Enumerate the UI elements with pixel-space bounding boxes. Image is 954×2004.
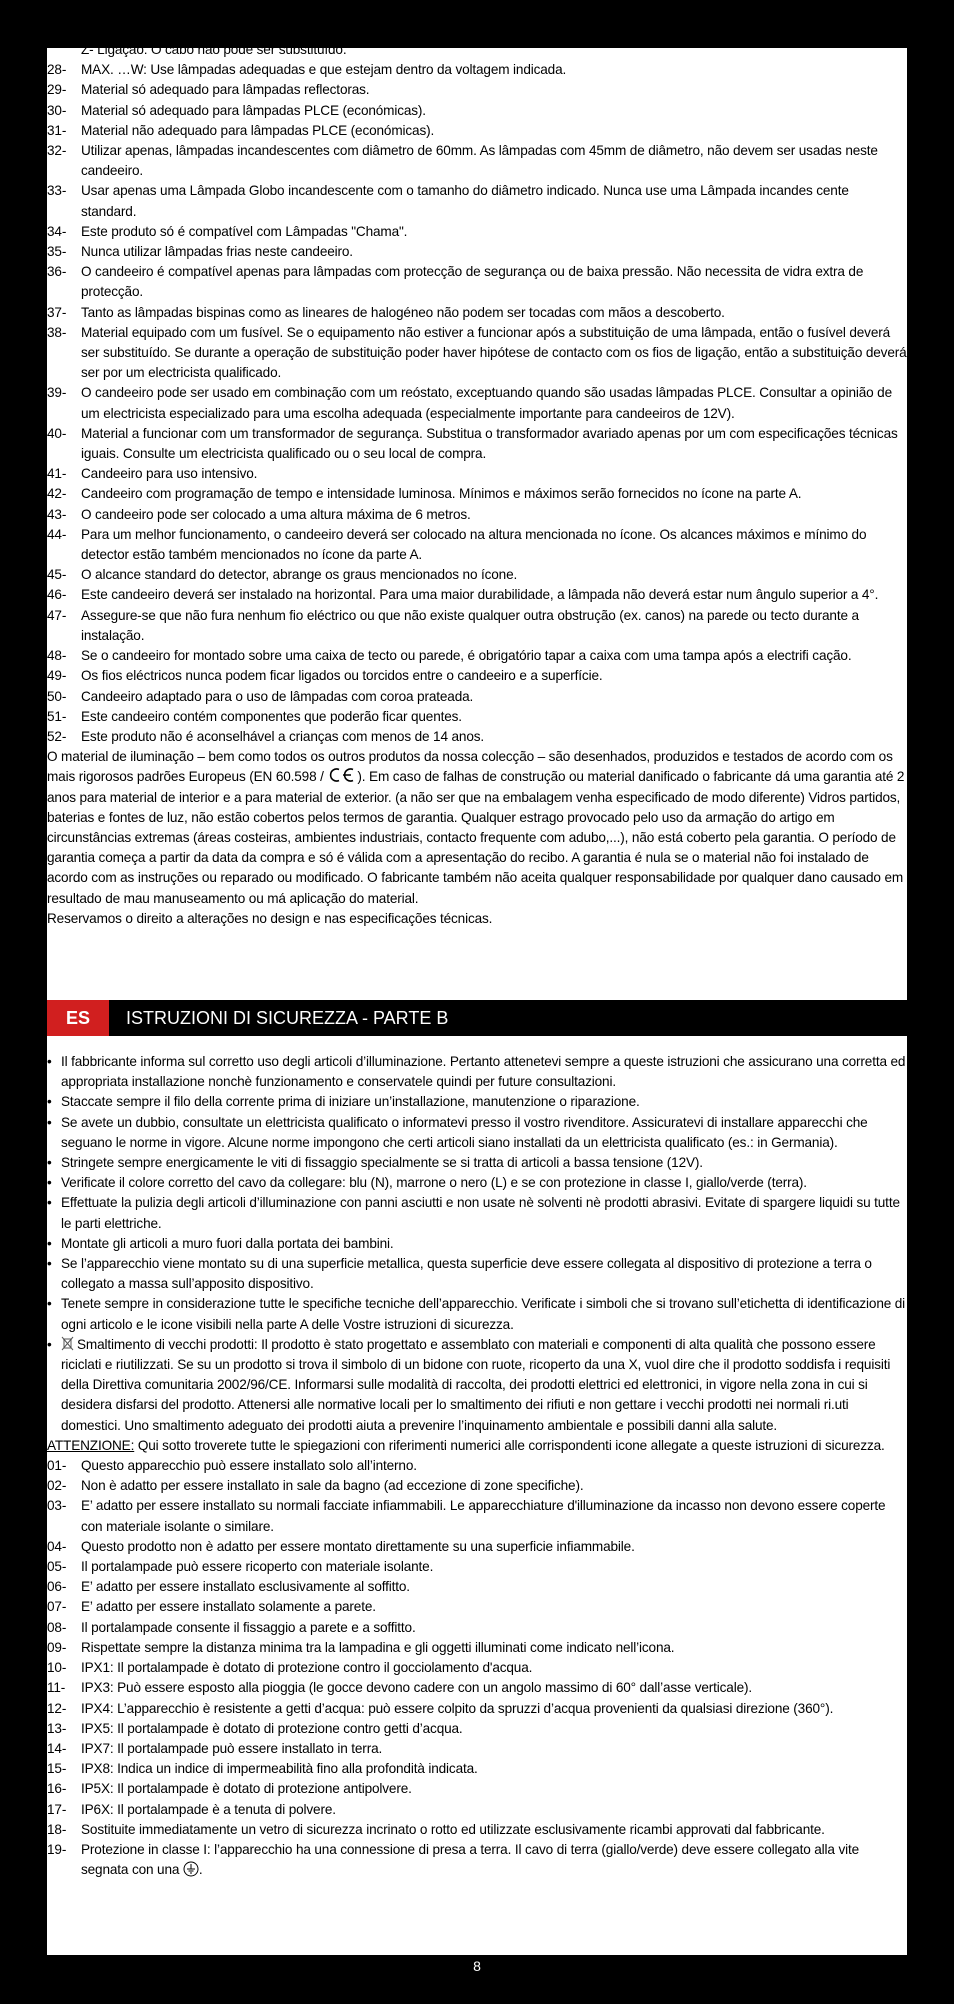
item-number: 01-	[47, 1458, 67, 1474]
bullet-text: Stringete sempre energicamente le viti di fissaggio specialmente se si tratta di articoli a bassa tensione (12V).	[61, 1155, 703, 1171]
item-text: Candeeiro adaptado para o uso de lâmpadas com coroa prateada.	[81, 688, 474, 704]
bullet-text: Se l’apparecchio viene montato su di una superficie metallica, questa superficie deve essere collegata al dispositivo di protezione a terra o collegato a massa sull’apposito dispositivo.	[61, 1256, 872, 1292]
list-item	[47, 646, 907, 666]
item-text: IP5X: Il portalampade è dotato di protezione antipolvere.	[81, 1781, 412, 1797]
item-text: Tanto as lâmpadas bispinas como as lineares de halogéneo não podem ser tocadas com mãos a descoberto.	[81, 304, 725, 320]
page-number: 8	[473, 1958, 481, 1974]
item-number: 51-	[47, 708, 67, 724]
bullet-dot: •	[47, 1336, 52, 1352]
list-item	[47, 323, 907, 384]
list-item	[47, 1537, 907, 1557]
bullet-text: Verificate il colore corretto del cavo da collegare: blu (N), marrone o nero (L) e se con protezione in classe I, giallo/verde (terra).	[61, 1175, 807, 1191]
item-number: 11-	[47, 1680, 66, 1696]
list-item	[47, 1840, 907, 1883]
item-text: Il portalampade consente il fissaggio a parete e a soffitto.	[81, 1619, 416, 1635]
item-text: Sostituite immediatamente un vetro di sicurezza incrinato o rotto ed utilizzate esclusivamente ricambi approvati dal fabbricante.	[81, 1821, 825, 1837]
item-text: Material só adequado para lâmpadas PLCE (económicas).	[81, 102, 426, 118]
item-number: 05-	[47, 1559, 67, 1575]
bullet-item	[47, 1113, 907, 1153]
item-text: Questo prodotto non è adatto per essere montato direttamente su una superficie infiammabile.	[81, 1538, 635, 1554]
item-number: 50-	[47, 688, 67, 704]
it-section	[47, 1052, 907, 1883]
bullet-dot: •	[47, 1054, 52, 1069]
item-text: Rispettate sempre la distanza minima tra la lampadina e gli oggetti illuminati come indicato nell’icona.	[81, 1639, 675, 1655]
item-number: 14-	[47, 1740, 67, 1756]
list-item	[47, 101, 907, 121]
it-bullet-list	[47, 1052, 907, 1335]
item-number: 07-	[47, 1599, 67, 1615]
bullet-item	[47, 1153, 907, 1173]
item-text: Material só adequado para lâmpadas reflectoras.	[81, 82, 370, 98]
item-text: E’ adatto per essere installato esclusivamente al soffitto.	[81, 1579, 410, 1595]
item-text: Assegure-se que não fura nenhum fio eléctrico ou que não existe qualquer outra obstrução (ex. canos) na parede ou tecto durante a instalação.	[81, 607, 859, 643]
bullet-dot: •	[47, 1175, 52, 1191]
attention-text: Qui sotto troverete tutte le spiegazioni con riferimenti numerici alle corrispondenti icone allegate a queste istruzioni di sicurezza.	[134, 1437, 885, 1453]
list-item	[47, 1658, 907, 1678]
bullet-item	[47, 1193, 907, 1233]
item-text: Protezione in classe I: l’apparecchio ha una connessione di presa a terra. Il cavo di terra (giallo/verde) deve essere collegato alla vite segnata con una	[81, 1841, 859, 1878]
item-number: 15-	[47, 1761, 67, 1777]
item-number: 31-	[47, 122, 67, 138]
warranty-text-start: O material de iluminação – bem como todos os outros produtos da nossa colecção – são desenhados, produzidos e testados de acordo com os mais rigorosos padrões Europeus (EN 60.598 /	[47, 749, 893, 785]
list-item	[47, 1618, 907, 1638]
item-text: IPX3: Può essere esposto alla pioggia (le gocce devono cadere con un angolo massimo di 60° dall’asse verticale).	[81, 1680, 752, 1696]
list-item	[47, 383, 907, 423]
item-text: Se o candeeiro for montado sobre uma caixa de tecto ou parede, é obrigatório tapar a caixa com uma tampa após a electrifi cação.	[81, 648, 852, 664]
item-number: 47-	[47, 607, 67, 623]
bullet-item	[47, 1234, 907, 1254]
pt-section	[47, 40, 907, 929]
list-item	[47, 303, 907, 323]
item-number: 09-	[47, 1639, 67, 1655]
list-item	[47, 181, 907, 221]
item-number: 49-	[47, 668, 67, 684]
list-item	[47, 666, 907, 686]
section-title: ISTRUZIONI DI SICUREZZA - PARTE B	[126, 1008, 449, 1028]
item-text-end: .	[198, 1862, 203, 1878]
item-text: Utilizar apenas, lâmpadas incandescentes com diâmetro de 60mm. As lâmpadas com 45mm de diâmetro, não devem ser usadas neste candeeiro.	[81, 143, 878, 179]
bullet-dot: •	[47, 1256, 52, 1272]
list-item	[47, 525, 907, 565]
bullet-text: Se avete un dubbio, consultate un elettricista qualificato o informatevi presso il vostro rivenditore. Assicuratevi di installare apparecchi che seguano le norme in vigore. Alcune norme impongono che certi articoli siano installati da un elettricista qualificato (es.: in Germania).	[61, 1114, 868, 1150]
ce-mark-icon	[327, 767, 357, 783]
language-badge: ES	[47, 1000, 109, 1036]
item-text: O alcance standard do detector, abrange os graus mencionados no ícone.	[81, 567, 518, 583]
item-text: Il portalampade può essere ricoperto con materiale isolante.	[81, 1559, 434, 1575]
list-item	[47, 222, 907, 242]
item-number: 29-	[47, 82, 67, 98]
item-text: Candeeiro com programação de tempo e intensidade luminosa. Mínimos e máximos serão fornecidos no ícone na parte A.	[81, 486, 802, 502]
item-number: 46-	[47, 587, 67, 603]
bullet-item	[47, 1294, 907, 1334]
item-number: 10-	[47, 1660, 67, 1676]
list-item	[47, 464, 907, 484]
attention-paragraph	[47, 1436, 907, 1456]
list-item	[47, 585, 907, 605]
crossed-bin-icon	[61, 1336, 74, 1351]
item-number: 35-	[47, 244, 67, 260]
item-number: 42-	[47, 486, 67, 502]
list-item	[47, 60, 907, 80]
bullet-dot: •	[47, 1155, 52, 1171]
item-number: 40-	[47, 425, 67, 441]
item-text: Usar apenas uma Lâmpada Globo incandescente com o tamanho do diâmetro indicado. Nunca use uma Lâmpada incandes cente standard.	[81, 183, 849, 219]
bullet-dot: •	[47, 1195, 52, 1211]
item-text: IPX4: L’apparecchio è resistente a getti d’acqua: può essere colpito da spruzzi d’acqua provenienti da qualsiasi direzione (360°).	[81, 1700, 834, 1716]
item-text: Para um melhor funcionamento, o candeeiro deverá ser colocado na altura mencionada no ícone. Os alcances máximos e mínimo do detector estão também mencionados no ícone da parte A.	[81, 526, 867, 563]
list-item	[47, 1496, 907, 1536]
list-item	[47, 1779, 907, 1799]
item-text: IPX8: Indica un indice di impermeabilità fino alla profondità indicata.	[81, 1761, 478, 1777]
item-number	[47, 40, 81, 60]
list-item	[47, 1699, 907, 1719]
list-item	[47, 727, 907, 747]
list-item	[47, 1638, 907, 1658]
item-number: 39-	[47, 385, 67, 401]
item-text: Este candeeiro deverá ser instalado na horizontal. Para uma maior durabilidade, a lâmpada não deverá estar num ângulo superior a 4°.	[81, 587, 879, 603]
item-number: 44-	[47, 526, 67, 542]
bullet-text: Tenete sempre in considerazione tutte le specifiche tecniche dell’apparecchio. Verificate i simboli che si trovano sull’etichetta di identificazione di ogni articolo e le icone visibili nella parte A delle Vostre istruzioni di sicurezza.	[61, 1296, 906, 1332]
bullet-item	[47, 1173, 907, 1193]
item-number: 30-	[47, 102, 67, 118]
item-number: 04-	[47, 1538, 67, 1554]
item-number: 13-	[47, 1720, 67, 1736]
attention-label: ATTENZIONE:	[47, 1437, 135, 1453]
list-item	[47, 1739, 907, 1759]
item-text: Non è adatto per essere installato in sale da bagno (ad eccezione di zone specifiche).	[81, 1478, 584, 1494]
section-banner	[47, 1000, 907, 1036]
item-number: 38-	[47, 324, 67, 340]
item-text: Este candeeiro contém componentes que poderão ficar quentes.	[81, 708, 462, 724]
item-text: Candeeiro para uso intensivo.	[81, 466, 258, 482]
item-text: IPX7: Il portalampade può essere installato in terra.	[81, 1740, 383, 1756]
item-text: Material não adequado para lâmpadas PLCE (económicas).	[81, 122, 435, 138]
list-item	[47, 1820, 907, 1840]
bullet-dot: •	[47, 1114, 52, 1130]
list-item	[47, 1800, 907, 1820]
item-text: Material equipado com um fusível. Se o equipamento não estiver a funcionar após a substituição de uma lâmpada, então o fusível deverá ser substituído. Se durante a operação de substituição poder haver hipótese de contacto com os fios de ligação, então a substituição deverá ser por um electricista qualificado.	[81, 324, 907, 381]
item-number: 28-	[47, 62, 67, 78]
bullet-item	[47, 1254, 907, 1294]
list-item	[47, 707, 907, 727]
pt-numbered-list	[47, 40, 907, 747]
list-item	[47, 1759, 907, 1779]
item-text: O candeeiro pode ser colocado a uma altura máxima de 6 metros.	[81, 506, 471, 522]
list-item	[47, 687, 907, 707]
item-number: 52-	[47, 728, 67, 744]
it-numbered-list	[47, 1456, 907, 1840]
list-item	[47, 242, 907, 262]
item-number: 34-	[47, 223, 67, 239]
item-number: 03-	[47, 1498, 67, 1514]
list-item	[47, 484, 907, 504]
pt-warranty-paragraph	[47, 747, 907, 909]
weee-bullet	[47, 1335, 907, 1436]
bullet-dot: •	[47, 1094, 52, 1110]
item-text: IPX1: Il portalampade è dotato di protezione contro il gocciolamento d'acqua.	[81, 1660, 533, 1676]
list-item	[47, 1456, 907, 1476]
manual-page	[47, 42, 907, 1955]
item-text: Material a funcionar com um transformador de segurança. Substitua o transformador avariado apenas por um com especificações técnicas iguais. Consulte um electricista qualificado ou o seu local de compra.	[81, 425, 898, 462]
item-number: 19-	[47, 1841, 67, 1857]
earth-ground-icon	[183, 1861, 199, 1883]
item-text: Questo apparecchio può essere installato solo all’interno.	[81, 1458, 417, 1474]
item-number: 36-	[47, 264, 67, 280]
item-number: 18-	[47, 1821, 67, 1837]
item-number: 17-	[47, 1801, 67, 1817]
item-number: 33-	[47, 183, 67, 199]
reserved-rights-note: Reservamos o direito a alterações no design e nas especificações técnicas.	[47, 910, 493, 926]
list-item	[47, 1577, 907, 1597]
item-number: 43-	[47, 506, 67, 522]
item-number: 45-	[47, 567, 67, 583]
list-item	[47, 565, 907, 585]
item-number: 06-	[47, 1579, 67, 1595]
item-number: 12-	[47, 1700, 67, 1716]
item-number: 32-	[47, 143, 67, 159]
weee-text: Smaltimento di vecchi prodotti: Il prodotto è stato progettato e assemblato con materiali e componenti di alta qualità che possono essere riciclati e riutilizzati. Se su un prodotto si trova il simbolo di un bidone con ruote, ricoperto da una X, vuol dire che il prodotto soddisfa i requisiti della Direttiva comunitaria 2002/96/CE. Informarsi sulle modalità di raccolta, dei prodotti elettrici ed elettronici, in vigore nella zona in cui si desidera disfarsi del prodotto. Attenersi alle normative locali per lo smaltimento dei rifiuti e non gettare i vecchi prodotti nei normali ri.uti domestici. Uno smaltimento adeguato dei prodotti aiuta a prevenire l’inquinamento ambientale e possibili danni alla salute.	[61, 1336, 891, 1433]
item-text: Este produto só é compatível com Lâmpadas "Chama".	[81, 223, 408, 239]
bullet-dot: •	[47, 1235, 52, 1251]
item-text: Os fios eléctricos nunca podem ficar ligados ou torcidos entre o candeeiro e a superfície.	[81, 668, 603, 684]
item-number: 02-	[47, 1478, 67, 1494]
item-text: MAX. …W: Use lâmpadas adequadas e que estejam dentro da voltagem indicada.	[81, 62, 567, 78]
item-text: O candeeiro é compatível apenas para lâmpadas com protecção de segurança ou de baixa pressão. Não necessita de vidra extra de protecção.	[81, 264, 864, 300]
warranty-text-end: ). Em caso de falhas de construção ou material danificado o fabricante dá uma garantia até 2 anos para material de interior e a para material de exterior. (a não ser que na embalagem venha especificado de modo diferente) Vidros partidos, baterias e fontes de luz, não estão cobertos pelos termos de garantia. Qualquer estrago provocado pelo uso da armação do artigo em circunstâncias extremas (áreas costeiras, ambientes industriais, contacto frequente com adubo,...), não está coberto pela garantia. O período de garantia começa a partir da data da compra e só é válida com a apresentação do recibo. A garantia é nula se o material não foi instalado de acordo com as instruções ou reparado ou modificado. O fabricante também não aceita qualquer responsabilidade por qualquer dano causado em resultado de mau manuseamento ou má aplicação do material.	[47, 769, 905, 906]
bullet-text: Effettuate la pulizia degli articoli d’illuminazione con panni asciutti e non usate nè solventi nè prodotti abrasivi. Evitate di spargere liquidi su tutte le parti elettriche.	[61, 1195, 900, 1231]
bullet-dot: •	[47, 1296, 52, 1312]
list-item	[47, 606, 907, 646]
bullet-item	[47, 1052, 907, 1092]
item-text: E’ adatto per essere installato su normali facciate infiammabili. Le apparecchiature d'illuminazione da incasso non devono essere coperte con materiale isolante o similare.	[81, 1498, 886, 1534]
list-item	[47, 424, 907, 464]
item-number: 48-	[47, 648, 67, 664]
item-number: 41-	[47, 466, 67, 482]
item-text: Este produto não é aconselhável a crianças com menos de 14 anos.	[81, 728, 484, 744]
bullet-text: Staccate sempre il filo della corrente prima di iniziare un’installazione, manutenzione o riparazione.	[61, 1094, 640, 1110]
item-text: O candeeiro pode ser usado em combinação com um reóstato, exceptuando quando são usadas lâmpadas PLCE. Consultar a opinião de um electricista especializado para uma escolha adequada (especialmente importante para candeeiros de 12V).	[81, 385, 892, 421]
item-text: IPX5: Il portalampade è dotato di protezione contro getti d’acqua.	[81, 1720, 463, 1736]
item-number: 16-	[47, 1781, 67, 1797]
list-item	[47, 505, 907, 525]
list-item	[47, 40, 907, 60]
list-item	[47, 141, 907, 181]
list-item	[47, 1476, 907, 1496]
list-item	[47, 80, 907, 100]
item-number: 08-	[47, 1619, 67, 1635]
bullet-text: Il fabbricante informa sul corretto uso degli articoli d’illuminazione. Pertanto attenetevi sempre a queste istruzioni che assicurano una corretta ed appropriata installazione nonchè funzionamento e conservatele quindi per future consultazioni.	[61, 1054, 906, 1090]
item-text: Nunca utilizar lâmpadas frias neste candeeiro.	[81, 244, 353, 260]
item-number: 37-	[47, 304, 67, 320]
list-item	[47, 1597, 907, 1617]
item-text: E’ adatto per essere installato solamente a parete.	[81, 1599, 376, 1615]
list-item	[47, 262, 907, 302]
item-text: Z- Ligação: O cabo não pode ser substituído.	[81, 42, 347, 57]
list-item	[47, 1719, 907, 1739]
list-item	[47, 121, 907, 141]
list-item	[47, 1678, 907, 1698]
bullet-item	[47, 1092, 907, 1112]
item-text: IP6X: Il portalampade è a tenuta di polvere.	[81, 1801, 336, 1817]
bullet-text: Montate gli articoli a muro fuori dalla portata dei bambini.	[61, 1235, 394, 1251]
list-item	[47, 1557, 907, 1577]
